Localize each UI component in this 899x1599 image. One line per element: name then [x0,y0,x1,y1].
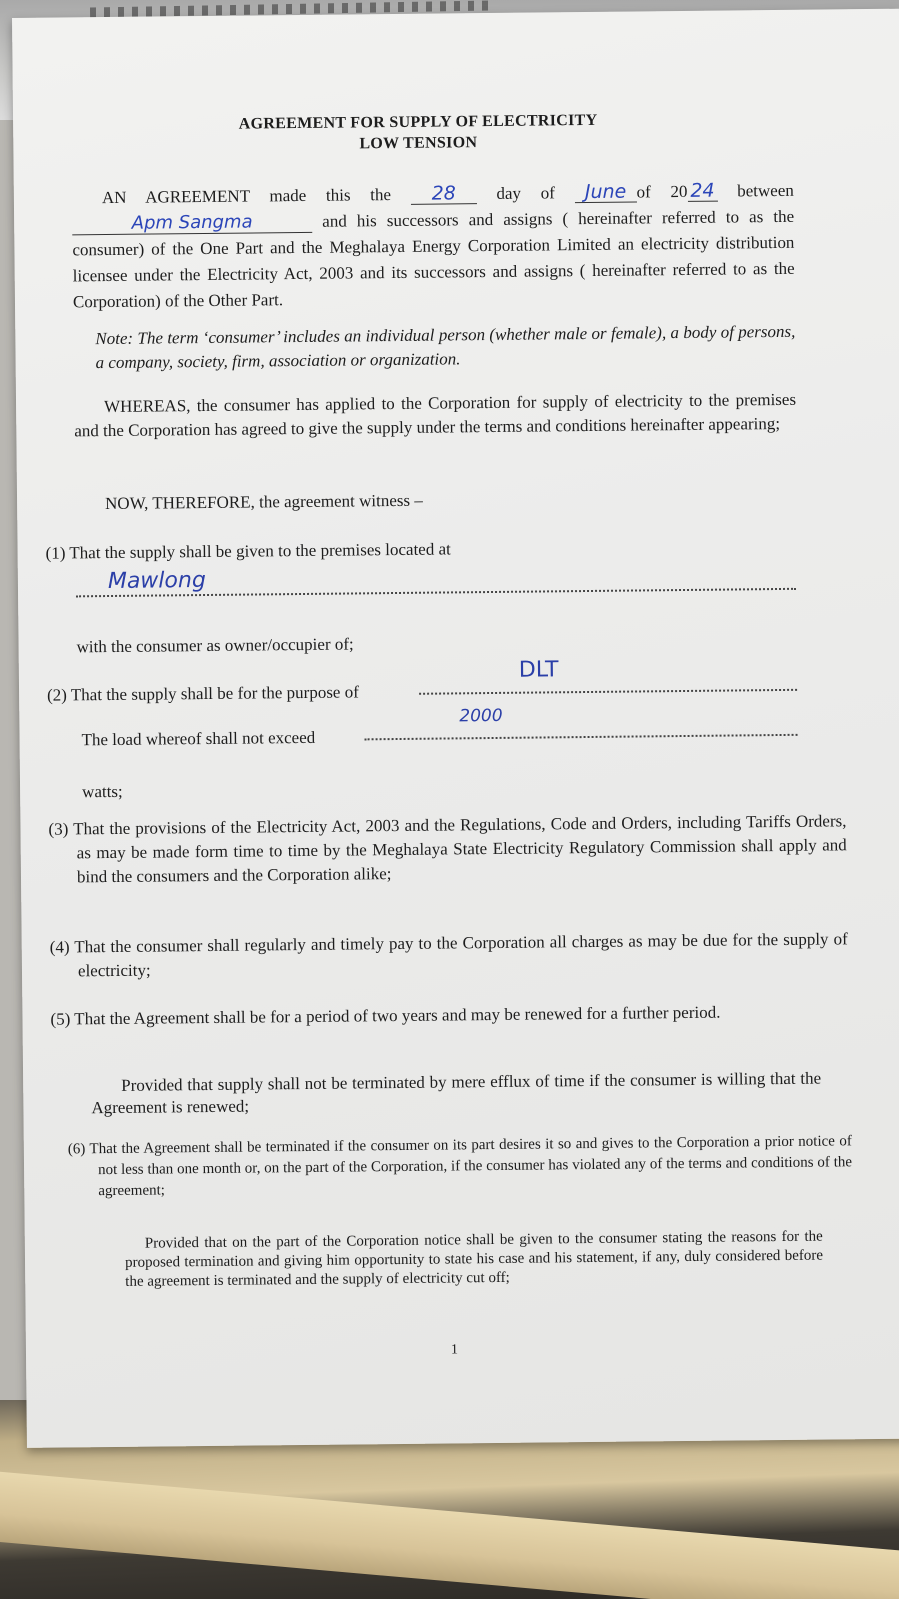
year-field: 24 [687,181,717,202]
consumer-name-field: Apm Sangma [72,212,312,236]
intro-part4: between [737,180,794,201]
document-title [183,109,653,156]
watts-text: watts; [82,781,123,802]
clause-5-text: (5) That the Agreement shall be for a period of two years and may be renewed for a further period. [50,1002,721,1029]
page-content [12,9,899,1448]
purpose-dotted-line [419,689,797,695]
clause-4-text: (4) That the consumer shall regularly and timely pay to the Corporation all charges as may be due for the supply of electricity; [49,929,848,981]
intro-part3: of 20 [636,181,688,202]
clause-6-text: (6) That the Agreement shall be terminated if the consumer on its part desires it so and gives to the Corporation a prior notice of not less than one month or, on the part of the Corporation, if the consumer has violated any of the terms and conditions of the agreement; [67,1133,853,1200]
load-text: The load whereof shall not exceed [81,727,316,750]
day-field: 28 [411,183,477,205]
title-line-1: AGREEMENT FOR SUPPLY OF ELECTRICITY [238,111,598,133]
proviso-6-text: Provided that on the part of the Corporation notice shall be given to the consumer stating the reasons for the proposed termination and giving him opportunity to state his case and his statement, if any, duly considered before the agreement is terminated and the supply of electricity cut off; [124,1228,824,1290]
whereas-paragraph: WHEREAS, the consumer has applied to the Corporation for supply of electricity to the premises and the Corporation has agreed to give the supply under the terms and conditions hereinafter appearing; [74,389,797,441]
intro-paragraph [72,178,795,316]
load-dotted-line [365,734,798,741]
purpose-handwriting: DLT [518,657,559,683]
proviso-5-text: Provided that supply shall not be terminated by mere efflux of time if the consumer is willing that the Agreement is renewed; [91,1068,822,1118]
now-therefore-line: NOW, THEREFORE, the agreement witness – [104,490,423,514]
clause-1-text: (1) That the supply shall be given to the premises located at [45,539,451,563]
clause-3-text: (3) That the provisions of the Electricity Act, 2003 and the Regulations, Code and Orders, including Tariffs Orders, as may be made form time to time by the Meghalaya State Electricity Regulatory Commission shall apply and bind the consumers and the Corporation alike; [48,811,847,887]
title-line-2: LOW TENSION [359,134,478,153]
page-number: 1 [450,1342,459,1358]
month-field: June [574,181,636,203]
location-handwriting: Mawlong [107,568,206,595]
intro-part5: and his successors and assigns ( hereinafter referred to as the consumer) of the One Part and the Meghalaya Energy Corporation Limited an electricity distribution licensee under the Electricity Act, 2003 and its successors and assigns ( hereinafter referred to as the Corporation) of the Other Part. [72,206,795,312]
intro-part2: day of [496,183,555,203]
clause-2-text: (2) That the supply shall be for the purpose of [46,682,359,705]
load-handwriting: 2000 [459,705,503,727]
note-paragraph: Note: The term ‘consumer’ includes an individual person (whether male or female), a body of persons, a company, society, firm, association or organization. [95,321,796,373]
intro-part1: AN AGREEMENT made this the [101,185,392,208]
agreement-page [12,9,899,1448]
owner-occupier-text: with the consumer as owner/occupier of; [76,634,354,657]
